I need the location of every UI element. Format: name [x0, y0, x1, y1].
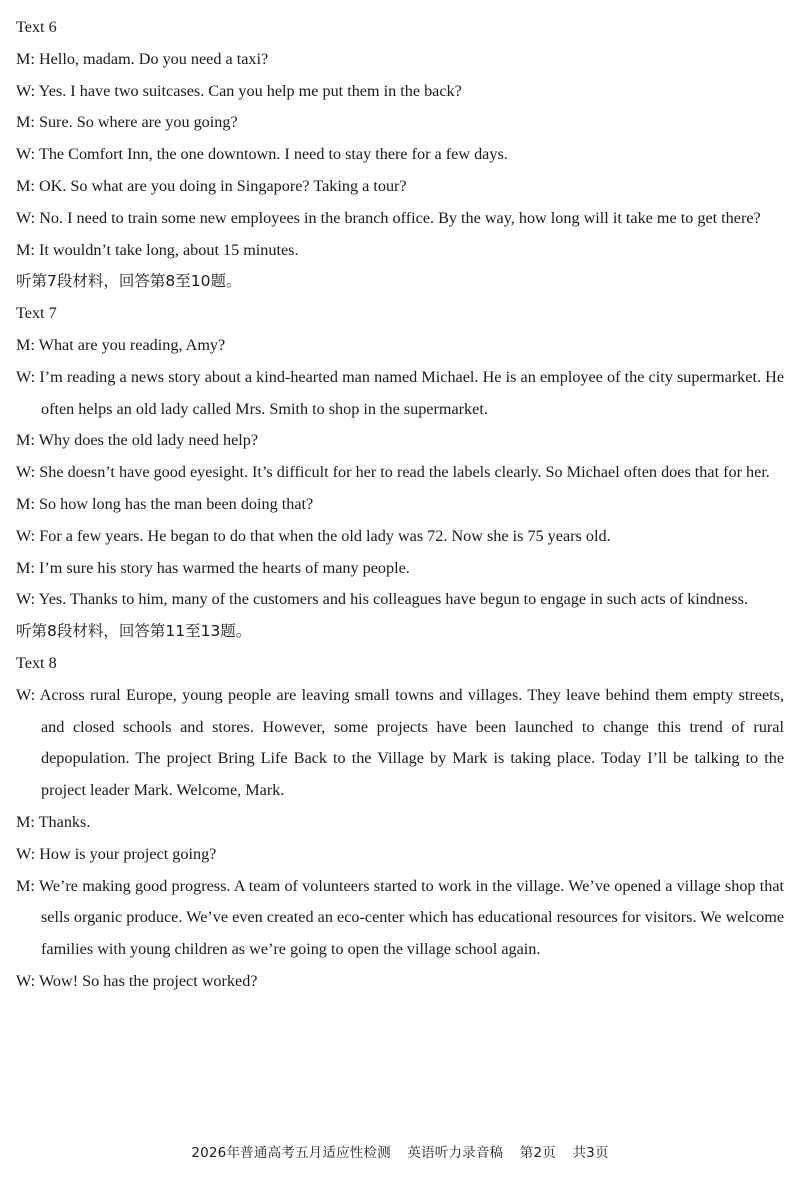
- speaker-label: M:: [16, 431, 35, 450]
- dialogue-text: She doesn’t have good eyesight. It’s difficult for her to read the labels clearly. So Michael often does that for her.: [39, 463, 770, 482]
- dialogue-text: Across rural Europe, young people are leaving small towns and villages. They leave behind them empty streets, and closed schools and stores. However, some projects have been launched to change this trend of rural depopulation. The project Bring Life Back to the Village by Mark is taking place. Today I’ll be talking to the project leader Mark. Welcome, Mark.: [39, 685, 785, 800]
- dialogue-turn: [16, 553, 784, 585]
- speaker-label: W:: [16, 844, 36, 863]
- dialogue-text: The Comfort Inn, the one downtown. I need to stay there for a few days.: [38, 145, 508, 164]
- speaker-label: M:: [16, 240, 35, 259]
- dialogue-text: Sure. So where are you going?: [38, 113, 238, 132]
- dialogue-text: So how long has the man been doing that?: [38, 494, 314, 513]
- speaker-label: W:: [16, 208, 36, 227]
- dialogue-turn: [16, 44, 784, 76]
- dialogue-turn: [16, 362, 784, 426]
- dialogue-turn: [16, 203, 784, 235]
- speaker-label: M:: [16, 876, 35, 895]
- dialogue-turn: [16, 839, 784, 871]
- dialogue-turn: [16, 871, 784, 966]
- dialogue-text: We’re making good progress. A team of volunteers started to work in the village. We’ve opened a village shop that sells organic produce. We’ve even created an eco-center which has educational resources for visitors. We welcome families with young children as we’re going to open the village school again.: [38, 876, 785, 959]
- dialogue-turn: [16, 235, 784, 267]
- section-heading: Text 6: [16, 18, 57, 36]
- speaker-label: M:: [16, 494, 35, 513]
- dialogue-text: Hello, madam. Do you need a taxi?: [38, 49, 269, 68]
- dialogue-turn: [16, 584, 784, 616]
- footer-subject: 英语听力录音稿: [407, 1145, 504, 1161]
- speaker-label: M:: [16, 335, 35, 354]
- dialogue-text: For a few years. He began to do that when the old lady was 72. Now she is 75 years old.: [39, 526, 611, 545]
- speaker-label: W:: [16, 367, 36, 386]
- dialogue-text: Yes. Thanks to him, many of the customers and his colleagues have begun to engage in such acts of kindness.: [38, 590, 748, 609]
- speaker-label: W:: [16, 463, 36, 482]
- dialogue-text: Yes. I have two suitcases. Can you help me put them in the back?: [38, 81, 462, 100]
- dialogue-turn: [16, 107, 784, 139]
- speaker-label: W:: [16, 81, 36, 100]
- dialogue-turn: [16, 807, 784, 839]
- dialogue-turn: [16, 139, 784, 171]
- footer-exam: 2026年普通高考五月适应性检测: [191, 1145, 391, 1161]
- speaker-label: W:: [16, 685, 36, 704]
- section-instruction: 听第7段材料，回答第8至10题。: [16, 272, 242, 291]
- dialogue-text: What are you reading, Amy?: [38, 335, 226, 354]
- dialogue-turn: [16, 680, 784, 807]
- page-footer: [0, 1141, 800, 1161]
- speaker-label: M:: [16, 176, 35, 195]
- dialogue-turn: [16, 171, 784, 203]
- section-instruction: 听第8段材料，回答第11至13题。: [16, 622, 252, 641]
- speaker-label: W:: [16, 971, 36, 990]
- dialogue-text: Wow! So has the project worked?: [38, 971, 258, 990]
- dialogue-text: Why does the old lady need help?: [38, 431, 259, 450]
- dialogue-text: It wouldn’t take long, about 15 minutes.: [38, 240, 299, 259]
- dialogue-text: Thanks.: [38, 812, 91, 831]
- dialogue-text: I’m sure his story has warmed the hearts of many people.: [38, 558, 410, 577]
- dialogue-text: How is your project going?: [39, 844, 217, 863]
- dialogue-text: OK. So what are you doing in Singapore? Taking a tour?: [38, 176, 407, 195]
- dialogue-turn: [16, 330, 784, 362]
- dialogue-turn: [16, 966, 784, 998]
- speaker-label: W:: [16, 526, 36, 545]
- footer-page-number: 第2页: [519, 1145, 556, 1161]
- speaker-label: M:: [16, 49, 35, 68]
- speaker-label: M:: [16, 812, 35, 831]
- footer-total-pages: 共3页: [572, 1145, 609, 1161]
- section-heading: Text 8: [16, 653, 57, 672]
- section-heading: Text 7: [16, 304, 57, 323]
- dialogue-turn: [16, 425, 784, 457]
- dialogue-text: No. I need to train some new employees in the branch office. By the way, how long will it take me to get there?: [39, 208, 761, 227]
- dialogue-text: I’m reading a news story about a kind-hearted man named Michael. He is an employee of the city supermarket. He often helps an old lady called Mrs. Smith to shop in the supermarket.: [39, 367, 785, 418]
- dialogue-turn: [16, 457, 784, 489]
- dialogue-turn: [16, 521, 784, 553]
- speaker-label: W:: [16, 590, 36, 609]
- dialogue-turn: [16, 76, 784, 108]
- speaker-label: W:: [16, 145, 36, 164]
- speaker-label: M:: [16, 113, 35, 132]
- dialogue-turn: [16, 489, 784, 521]
- speaker-label: M:: [16, 558, 35, 577]
